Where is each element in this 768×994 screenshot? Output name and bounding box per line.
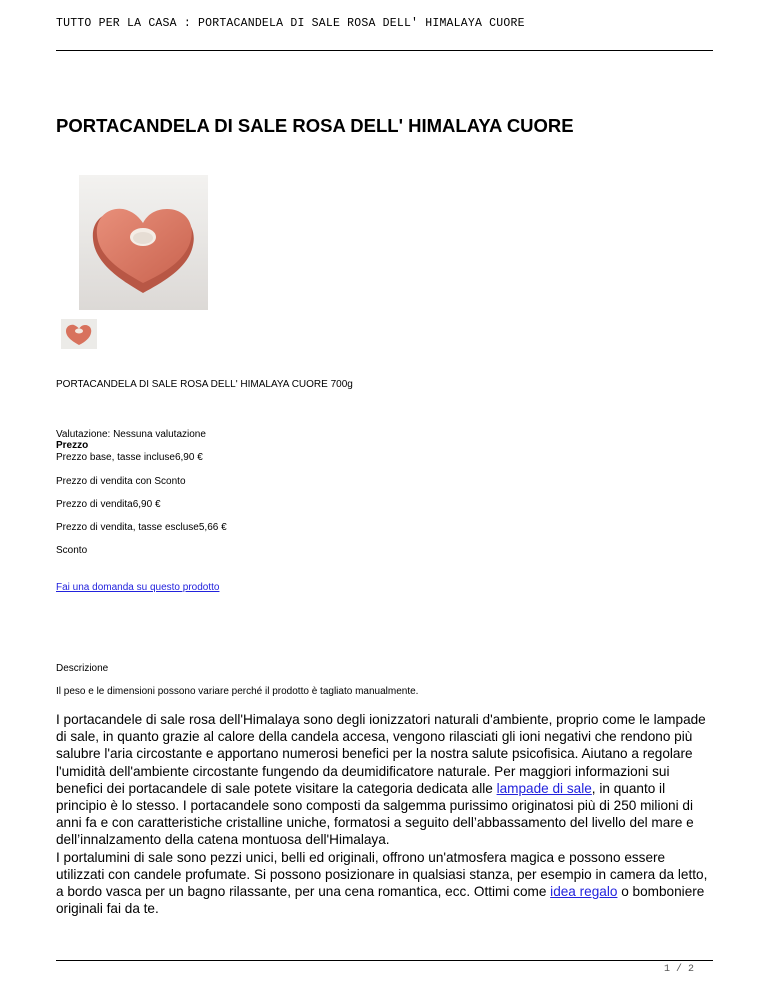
lampade-di-sale-link[interactable]: lampade di sale (496, 780, 592, 796)
product-thumbnail[interactable] (61, 319, 97, 349)
price-heading (56, 440, 88, 451)
ask-question-link[interactable]: Fai una domanda su questo prodotto (56, 582, 220, 593)
description-text: o bomboniere originali fai da te. (56, 884, 705, 917)
base-price: Prezzo base, tasse incluse6,90 € (56, 452, 203, 463)
sale-price-no-tax: Prezzo di vendita, tasse escluse5,66 € (56, 522, 227, 533)
discount-label: Sconto (56, 545, 88, 556)
idea-regalo-link[interactable]: idea regalo (550, 884, 618, 900)
description-text: I portacandele di sale rosa dell'Himalaya sono degli ionizzatori naturali d'ambiente, proprio come le lampade di sale, in quanto grazie al calore della candela accesa, vengono rilasciati gli ioni negativi che rendono più salubre l'aria circostante e apportano numerosi benefici per la nostra salute psicofisica. Aiutano a regolare l'umidità dell'ambiente circostante fungendo da deumidificatore naturale. Per maggiori informazioni sui benefici dei portacandele di sale potete visitare la categoria dedicata alle (56, 712, 706, 796)
product-image[interactable] (79, 175, 208, 310)
discounted-price-label: Prezzo di vendita con Sconto (56, 476, 186, 487)
price-heading-text: Prezzo (56, 440, 89, 451)
description-text: , in quanto il principio è lo stesso. I portacandele sono composti da salgemma purissimo originatosi più di 250 milioni di anni fa e con caratteristiche cristalline uniche, formatosi a seguito dell’abbassamento del livello del mare e dell’innalzamento della catena montuosa dell'Himalaya. (56, 780, 694, 848)
running-header: TUTTO PER LA CASA : PORTACANDELA DI SALE ROSA DELL' HIMALAYA CUORE (56, 17, 525, 30)
description-note: Il peso e le dimensioni possono variare perché il prodotto è tagliato manualmente. (56, 686, 419, 697)
description-heading: Descrizione (56, 663, 109, 674)
description-text: I portalumini di sale sono pezzi unici, belli ed originali, offrono un'atmosfera magica e possono essere utilizzati con candele profumate. Si possono posizionare in qualsiasi stanza, per esempio in camera da letto, a bordo vasca per un bagno rilassante, per una cena romantica, ecc. Ottimi come (56, 849, 708, 900)
sale-price: Prezzo di vendita6,90 € (56, 499, 161, 510)
rating-text: Valutazione: Nessuna valutazione (56, 429, 206, 440)
page-title: PORTACANDELA DI SALE ROSA DELL' HIMALAYA CUORE (56, 115, 574, 136)
page-number: 1 / 2 (663, 964, 694, 975)
description-body (56, 711, 716, 917)
product-subtitle: PORTACANDELA DI SALE ROSA DELL' HIMALAYA CUORE 700g (56, 379, 353, 390)
header-rule (56, 50, 713, 51)
footer-rule (56, 960, 713, 961)
